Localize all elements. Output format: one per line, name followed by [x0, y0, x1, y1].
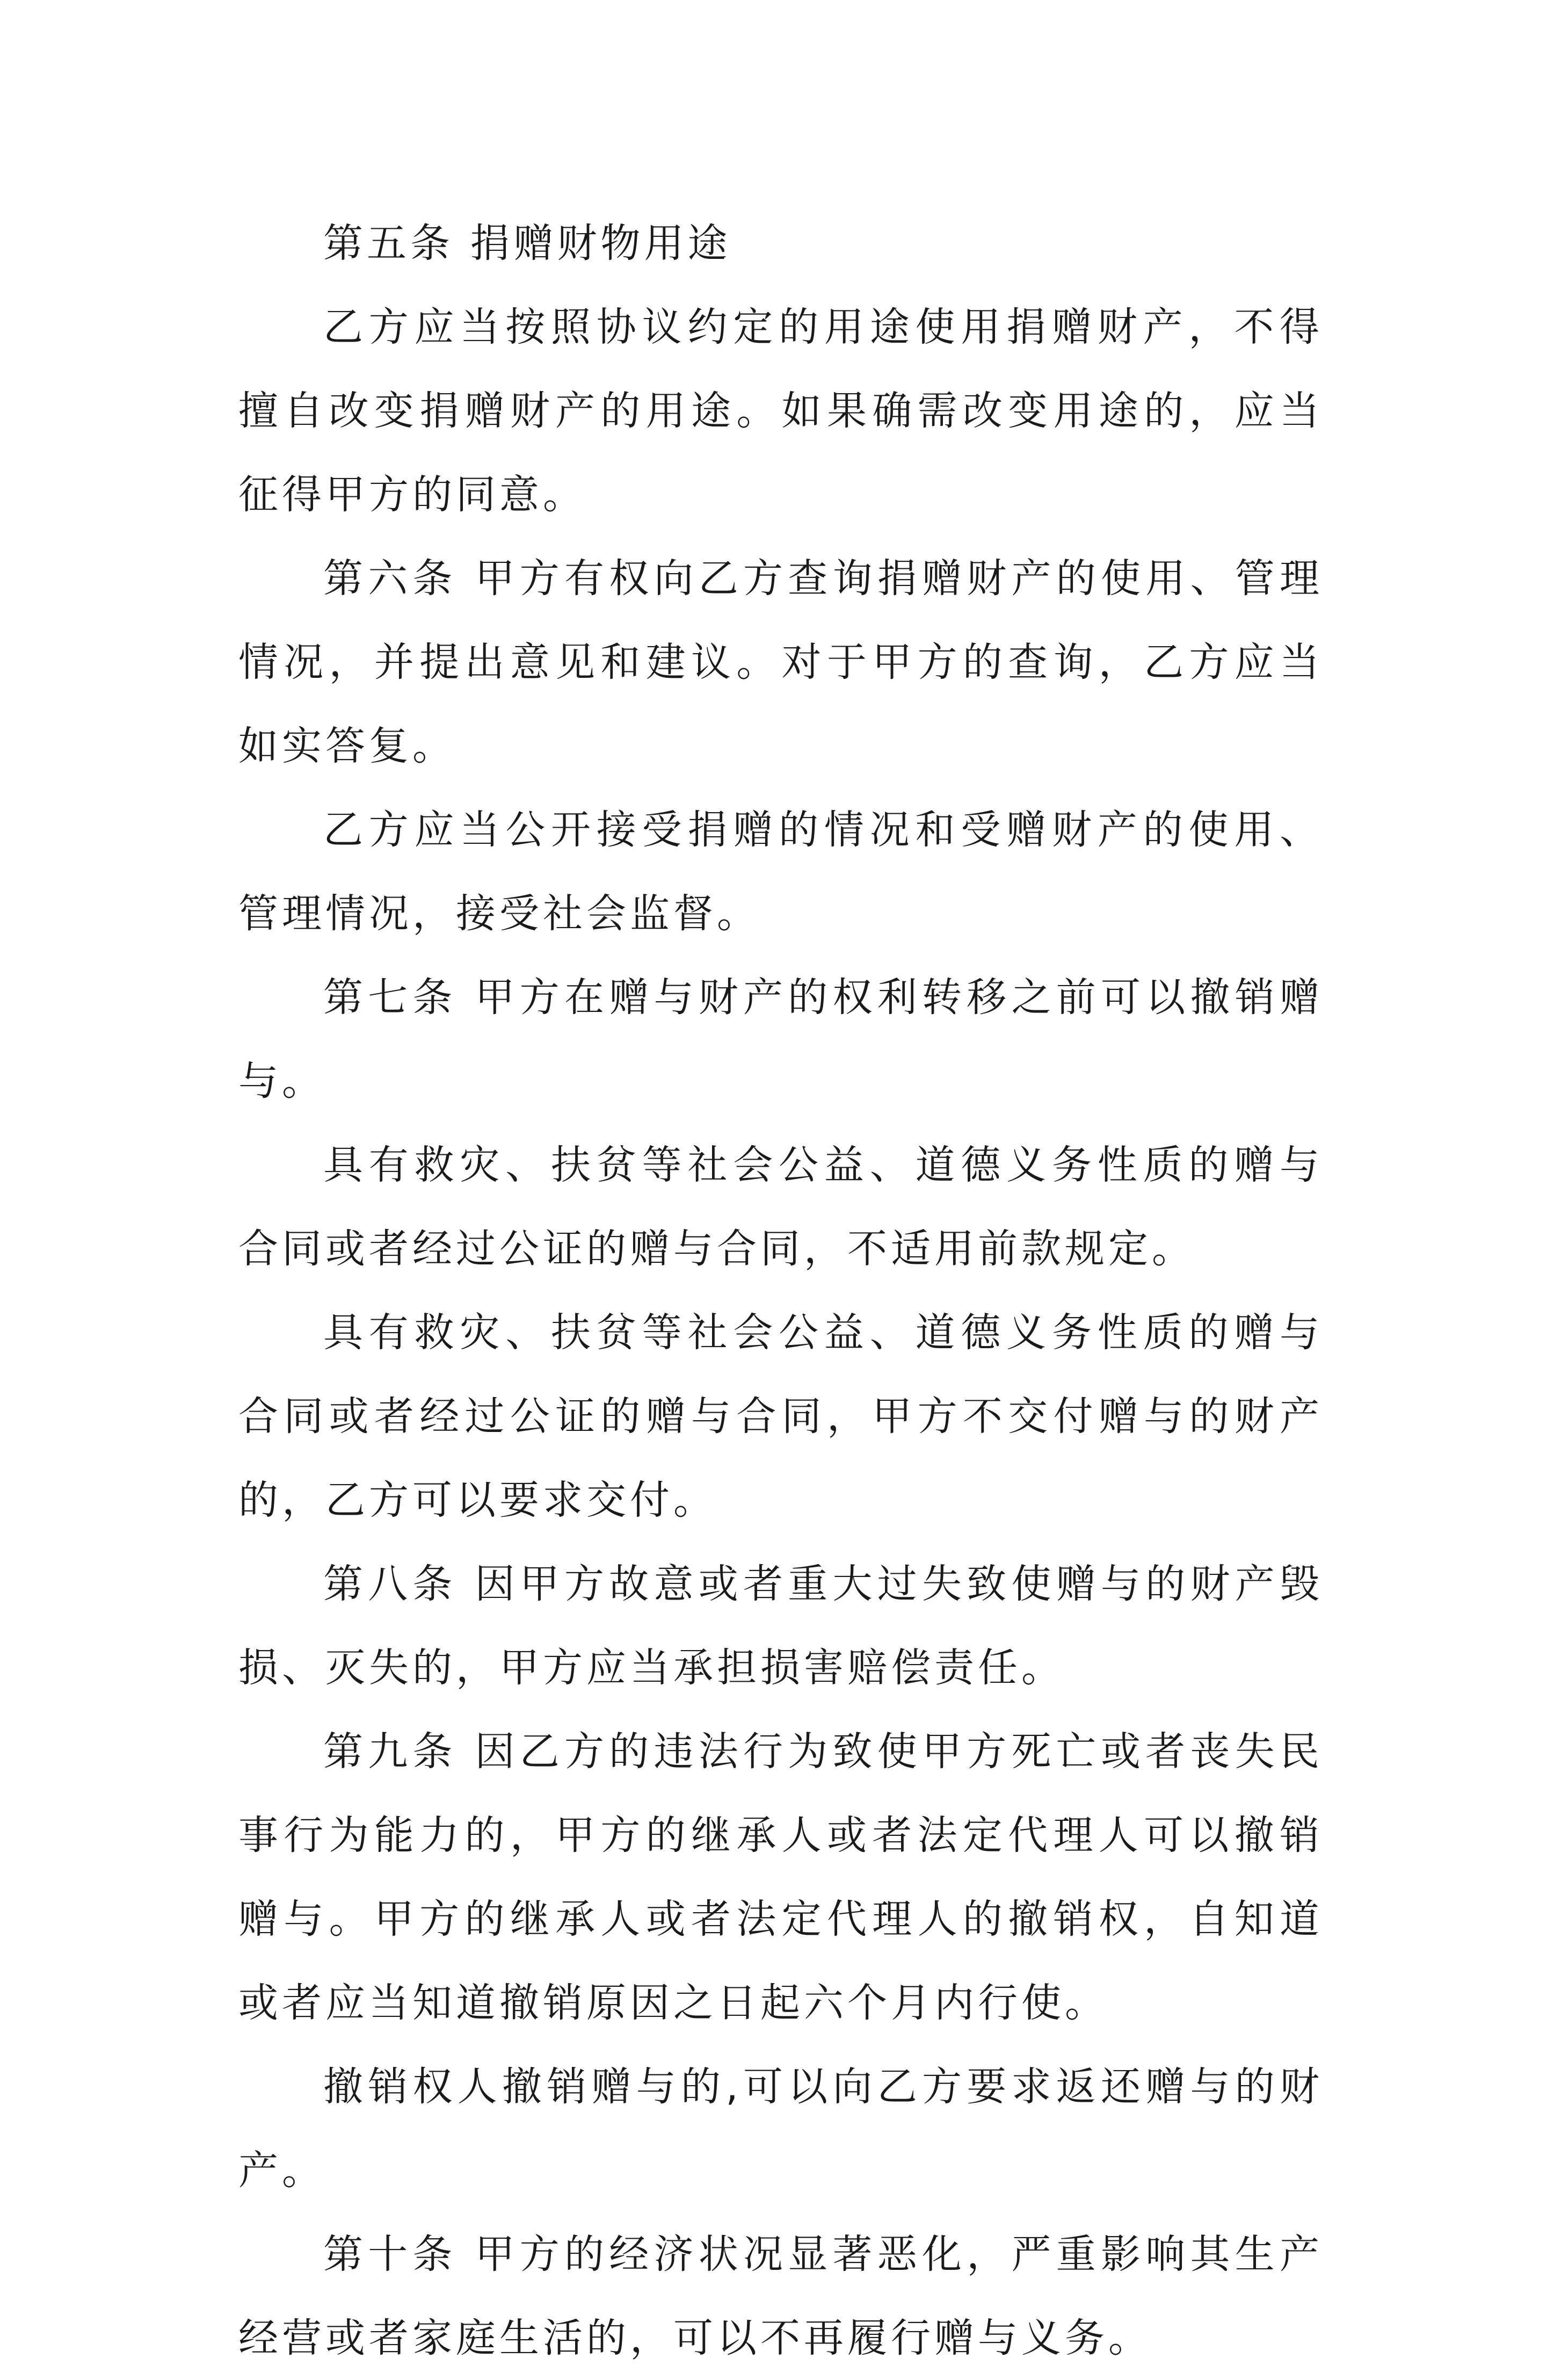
article-10-paragraph: 第十条 甲方的经济状况显著恶化，严重影响其生产经营或者家庭生活的，可以不再履行赠与义务。	[238, 2231, 1323, 2361]
revocation-return-paragraph: 撤销权人撤销赠与的,可以向乙方要求返还赠与的财产。	[238, 2064, 1323, 2194]
article-8-paragraph: 第八条 因甲方故意或者重大过失致使赠与的财产毁损、灭失的，甲方应当承担损害赔偿责任。	[238, 1561, 1323, 1691]
public-welfare-exception-paragraph: 具有救灾、扶贫等社会公益、道德义务性质的赠与合同或者经过公证的赠与合同，不适用前款规定。	[238, 1142, 1323, 1272]
article-7-paragraph: 第七条 甲方在赠与财产的权利转移之前可以撤销赠与。	[238, 974, 1323, 1104]
article-5-usage-paragraph: 乙方应当按照协议约定的用途使用捐赠财产，不得擅自改变捐赠财产的用途。如果确需改变用途的，应当征得甲方的同意。	[238, 304, 1323, 518]
delivery-request-paragraph: 具有救灾、扶贫等社会公益、道德义务性质的赠与合同或者经过公证的赠与合同，甲方不交付赠与的财产的，乙方可以要求交付。	[238, 1310, 1323, 1523]
disclosure-paragraph: 乙方应当公开接受捐赠的情况和受赠财产的使用、管理情况，接受社会监督。	[238, 807, 1323, 937]
article-5-heading: 第五条 捐赠财物用途	[323, 220, 731, 266]
article-9-paragraph: 第九条 因乙方的违法行为致使甲方死亡或者丧失民事行为能力的，甲方的继承人或者法定代理人可以撤销赠与。甲方的继承人或者法定代理人的撤销权，自知道或者应当知道撤销原因之日起六个月内行使。	[238, 1728, 1323, 2026]
document-body	[238, 201, 1323, 2380]
article-6-paragraph: 第六条 甲方有权向乙方查询捐赠财产的使用、管理情况，并提出意见和建议。对于甲方的查询，乙方应当如实答复。	[238, 555, 1323, 769]
